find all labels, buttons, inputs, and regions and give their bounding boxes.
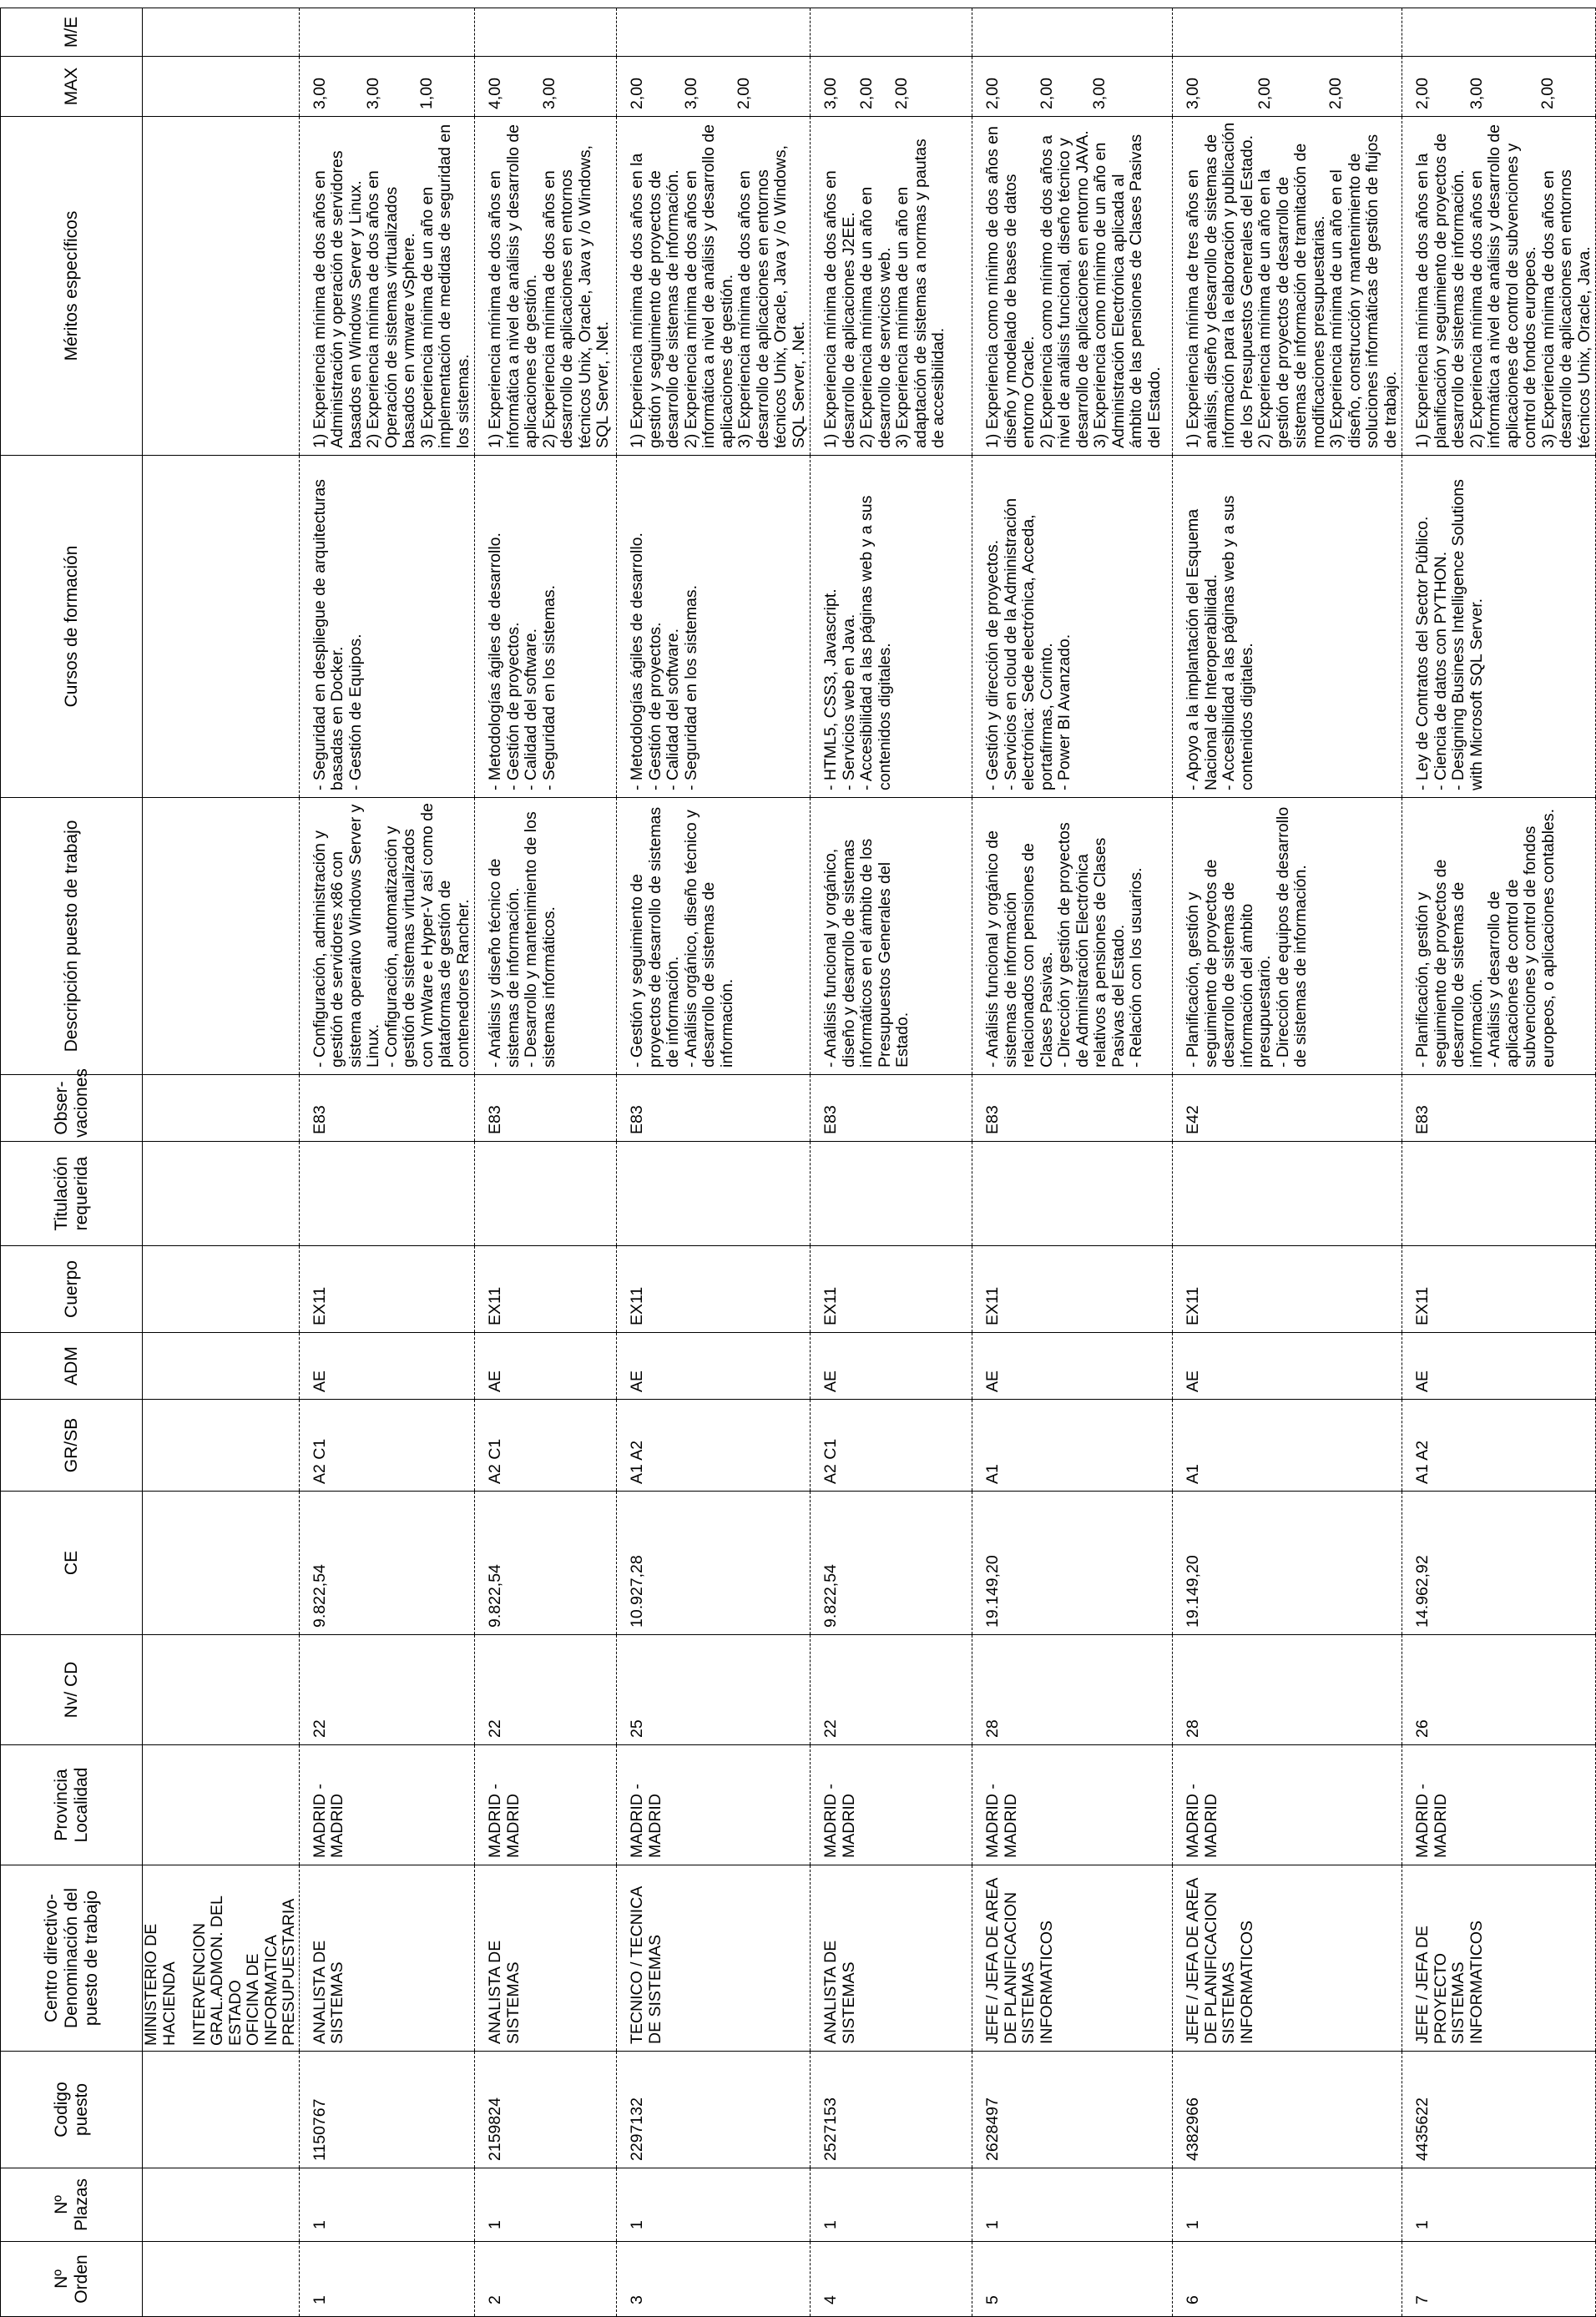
- header-provincia: Provincia Localidad: [1, 1745, 143, 1865]
- adm-cell: AE: [1184, 1370, 1202, 1392]
- header-me: M/E: [1, 8, 143, 57]
- max-value: 2,00: [892, 78, 911, 109]
- merito-item: 1) Experiencia mínima de dos años en Administración y operación de servidores basados en Windows Server y Linux.: [310, 150, 365, 448]
- nivel-cell: 26: [1413, 1719, 1432, 1738]
- titulacion-cell: [972, 1142, 986, 1245]
- merito-item: 1) Experiencia mínima de dos años en informática a nivel de análisis y desarrollo de aplicaciones de gestión.: [486, 124, 540, 448]
- descripcion-cell: - Análisis y diseño técnico de sistemas de información. - Desarrollo y mantenimiento de los sistemas informáticos.: [486, 811, 558, 1068]
- cuerpo-cell: EX11: [1413, 1286, 1432, 1325]
- cuerpo-cell: EX11: [486, 1286, 504, 1325]
- cuerpo-cell: EX11: [628, 1286, 646, 1325]
- codigo-cell: 2159824: [486, 2097, 504, 2161]
- max-value: 2,00: [735, 78, 753, 109]
- orden-cell: 4: [821, 2295, 840, 2304]
- max-cell: [300, 57, 438, 116]
- descripcion-cell: - Análisis funcional y orgánico, diseño y desarrollo de sistemas informáticos en el ámbito de los Presupuestos Generales del Estado.: [821, 838, 912, 1068]
- nivel-cell: 22: [821, 1719, 840, 1738]
- merito-item: 3) Experiencia mínima de un año en el diseño, construcción y mantenimiento de soluciones informáticas de gestión de flujos de trabajo.: [1327, 134, 1400, 448]
- positions-body: [299, 8, 1596, 2317]
- observaciones-cell: E83: [310, 1105, 329, 1134]
- table-row: [1402, 8, 1596, 2317]
- max-value: 3,00: [310, 78, 329, 109]
- puesto-cell: ANALISTA DE SISTEMAS: [310, 1940, 346, 2044]
- plazas-cell: 1: [310, 2220, 329, 2229]
- merito-item: 2) Experiencia mínima de un año en la gestión de proyectos de desarrollo de sistemas de información de tramitación de modificaciones presupuestarias.: [1255, 143, 1328, 448]
- meritos-cell: [1402, 117, 1595, 455]
- table-row: [1173, 8, 1402, 2317]
- grupo-cell: A1: [1184, 1464, 1202, 1484]
- descripcion-cell: - Gestión y seguimiento de proyectos de desarrollo de sistemas de información. - Análisis orgánico, diseño técnico y desarrollo de sistemas de información.: [628, 806, 736, 1068]
- max-cell: [617, 57, 755, 116]
- titulacion-cell: [617, 1142, 630, 1245]
- org-row-oficina: [245, 8, 299, 2317]
- observaciones-cell: E83: [486, 1105, 504, 1134]
- codigo-cell: 4435622: [1413, 2097, 1432, 2161]
- cursos-cell: - Metodologías ágiles de desarrollo. - Gestión de proyectos. - Calidad del software. - Seguridad en los sistemas.: [486, 533, 558, 790]
- puesto-cell: JEFE / JEFA DE AREA DE PLANIFICACION SISTEMAS INFORMATICOS: [1184, 1878, 1256, 2044]
- grupo-cell: A2 C1: [486, 1438, 504, 1484]
- table-row: [972, 8, 1173, 2317]
- header-grupo: GR/SB: [1, 1400, 143, 1492]
- header-adm: ADM: [1, 1333, 143, 1400]
- header-ce: CE: [1, 1492, 143, 1635]
- codigo-cell: 2527153: [821, 2097, 840, 2161]
- cursos-cell: - Metodologías ágiles de desarrollo. - Gestión de proyectos. - Calidad del software. - Seguridad en los sistemas.: [628, 533, 700, 790]
- plazas-cell: 1: [983, 2220, 1002, 2229]
- codigo-cell: 1150767: [310, 2098, 329, 2161]
- merito-item: 3) Experiencia mínima de un año en implementación de medidas de seguridad en los sistemas.: [417, 124, 472, 448]
- max-value: 2,00: [1326, 78, 1345, 109]
- codigo-cell: 2628497: [983, 2097, 1002, 2161]
- merito-item: 1) Experiencia mínima de dos años en la planificación y seguimiento de proyectos de desarrollo de sistemas de información.: [1413, 133, 1467, 448]
- ce-cell: 9.822,54: [486, 1564, 504, 1628]
- org-oficina: OFICINA DE INFORMATICA PRESUPUESTARIA: [244, 1898, 298, 2046]
- grupo-cell: A1: [983, 1464, 1002, 1484]
- me-cell: [972, 8, 1173, 57]
- max-value: 3,00: [539, 78, 558, 109]
- grupo-cell: A1 A2: [1413, 1440, 1432, 1484]
- ce-cell: 9.822,54: [821, 1564, 840, 1628]
- titulacion-cell: [811, 1142, 824, 1245]
- nivel-cell: 28: [1184, 1719, 1202, 1738]
- titulacion-cell: [1173, 1142, 1186, 1245]
- header-plazas: Nº Plazas: [1, 2168, 143, 2242]
- puesto-cell: TECNICO / TECNICA DE SISTEMAS: [628, 1886, 664, 2044]
- provincia-cell: MADRID - MADRID: [983, 1784, 1020, 1858]
- header-row: [1, 8, 143, 2317]
- merito-item: 1) Experiencia mínima de dos años en la gestión y seguimiento de proyectos de desarrollo de sistemas de información.: [628, 153, 682, 448]
- cuerpo-cell: EX11: [983, 1286, 1002, 1325]
- descripcion-cell: - Planificación, gestión y seguimiento de proyectos de desarrollo de sistemas de información del ámbito presupuestario. - Dirección de equipos de desarrollo de sistemas de información.: [1184, 806, 1310, 1068]
- max-value: 2,00: [856, 78, 876, 109]
- me-cell: [811, 8, 972, 57]
- me-cell: [1402, 8, 1596, 57]
- grupo-cell: A2 C1: [821, 1438, 840, 1484]
- cuerpo-cell: EX11: [821, 1286, 840, 1325]
- header-cuerpo: Cuerpo: [1, 1246, 143, 1333]
- me-cell: [475, 8, 617, 57]
- nivel-cell: 22: [486, 1719, 504, 1738]
- observaciones-cell: E83: [821, 1105, 840, 1134]
- adm-cell: AE: [1413, 1370, 1432, 1392]
- ce-cell: 19.149,20: [1184, 1555, 1202, 1628]
- max-value: 4,00: [486, 78, 504, 109]
- provincia-cell: MADRID - MADRID: [628, 1784, 664, 1858]
- plazas-cell: 1: [1184, 2220, 1202, 2229]
- cursos-cell: - Seguridad en despliegue de arquitecturas basadas en Docker. - Gestión de Equipos.: [310, 479, 365, 790]
- meritos-cell: [1173, 117, 1402, 455]
- meritos-cell: [475, 117, 614, 455]
- adm-cell: AE: [310, 1370, 329, 1392]
- merito-item: 3) Experiencia como mínimo de un año en Administración Electrónica aplicada al ámbito de las pensiones de Clases Pasivas del Estado.: [1091, 134, 1164, 448]
- cursos-cell: - Apoyo a la implantación del Esquema Nacional de Interoperabilidad. - Accesibilidad a las páginas web y a sus contenidos digitales.: [1184, 495, 1256, 790]
- puesto-cell: JEFE / JEFA DE AREA DE PLANIFICACION SISTEMAS INFORMATICOS: [983, 1878, 1056, 2044]
- observaciones-cell: E83: [983, 1105, 1002, 1134]
- header-codigo: Codigo puesto: [1, 2052, 143, 2168]
- titulacion-cell: [300, 1142, 313, 1245]
- max-cell: [1173, 57, 1347, 116]
- max-value: 2,00: [983, 78, 1002, 109]
- merito-item: 1) Experiencia mínima de tres años en análisis, diseño y desarrollo de sistemas de información para la elaboración y publicación de los Presupuestos Generales del Estado.: [1184, 122, 1256, 448]
- max-cell: [972, 57, 1111, 116]
- meritos-cell: [811, 117, 950, 455]
- nivel-cell: 22: [310, 1719, 329, 1738]
- adm-cell: AE: [983, 1370, 1002, 1392]
- plazas-cell: 1: [1413, 2220, 1432, 2229]
- provincia-cell: MADRID - MADRID: [821, 1784, 858, 1858]
- max-value: 2,00: [1413, 78, 1432, 109]
- observaciones-cell: E83: [628, 1105, 646, 1134]
- header-max: MAX: [1, 57, 143, 117]
- org-row-ministerio: [143, 8, 179, 2317]
- merito-item: 2) Experiencia mínima de dos años en desarrollo de aplicaciones en entornos técnicos Unix, Oracle, Java y /o Windows, SQL Server, .Net.: [539, 144, 612, 448]
- max-value: 3,00: [681, 78, 700, 109]
- max-value: 3,00: [1467, 78, 1486, 109]
- plazas-cell: 1: [821, 2220, 840, 2229]
- table-row: [475, 8, 617, 2317]
- meritos-cell: [617, 117, 810, 455]
- org-intervencion: INTERVENCION GRAL.ADMON. DEL ESTADO: [189, 1895, 245, 2046]
- max-value: 3,00: [1184, 78, 1202, 109]
- cursos-cell: - HTML5, CSS3, Javascript. - Servicios web en Java. - Accesibilidad a las páginas web y a sus contenidos digitales.: [821, 495, 894, 790]
- orden-cell: 3: [628, 2295, 646, 2304]
- merito-item: 3) Experiencia mínima de un año en adaptación de sistemas a normas y pautas de accesibilidad.: [893, 139, 947, 448]
- max-value: 3,00: [1090, 78, 1109, 109]
- codigo-cell: 4382966: [1184, 2097, 1202, 2161]
- header-cursos: Cursos de formación: [1, 456, 143, 798]
- ce-cell: 19.149,20: [983, 1555, 1002, 1628]
- codigo-cell: 2297132: [628, 2097, 646, 2161]
- merito-item: 2) Experiencia mínima de un año en desarrollo de servicios web.: [857, 186, 894, 448]
- observaciones-cell: E83: [1413, 1105, 1432, 1134]
- descripcion-cell: - Planificación, gestión y seguimiento de proyectos de desarrollo de sistemas de información. - Análisis y desarrollo de aplicaciones de control de subvenciones y control de fondos europeos, o aplicaciones contables.: [1413, 808, 1558, 1068]
- observaciones-cell: E42: [1184, 1105, 1202, 1134]
- max-value: 3,00: [821, 78, 840, 109]
- provincia-cell: MADRID - MADRID: [1413, 1784, 1450, 1858]
- orden-cell: 6: [1184, 2295, 1202, 2304]
- descripcion-cell: - Análisis funcional y orgánico de sistemas de información relacionados con pensiones de Clases Pasivas. - Dirección y gestión de proyectos de Administración Electrónica relativos a pensiones de Clases Pasivas del Estado. - Relación con los usuarios.: [983, 822, 1145, 1068]
- cursos-cell: - Ley de Contratos del Sector Público. - Ciencia de datos con PYTHON. - Designing Business Intelligence Solutions with Microsoft SQL Server.: [1413, 479, 1486, 790]
- merito-item: 3) Experiencia mínima de dos años en desarrollo de aplicaciones en entornos técnicos Unix, Oracle, Java.: [1538, 169, 1593, 448]
- orden-cell: 1: [310, 2295, 329, 2304]
- header-centro: Centro directivo- Denominación del puesto de trabajo: [1, 1865, 143, 2052]
- ce-cell: 14.962,92: [1413, 1555, 1432, 1628]
- rotated-table-wrapper: [0, 8, 1593, 2317]
- ce-cell: 10.927,28: [628, 1555, 646, 1628]
- meritos-cell: [972, 117, 1165, 455]
- nivel-cell: 25: [628, 1719, 646, 1738]
- grupo-cell: A1 A2: [628, 1440, 646, 1484]
- provincia-cell: MADRID - MADRID: [310, 1784, 346, 1858]
- header-nivel: Nv/ CD: [1, 1635, 143, 1745]
- provincia-cell: MADRID - MADRID: [486, 1784, 523, 1858]
- max-value: 3,00: [364, 78, 382, 109]
- job-positions-table: [0, 8, 1596, 2317]
- max-cell: [475, 57, 560, 116]
- max-value: 2,00: [1538, 78, 1557, 109]
- orden-cell: 2: [486, 2295, 504, 2304]
- header-titulacion: Titulación requerida: [1, 1142, 143, 1246]
- merito-item: 2) Experiencia mínima de dos años en informática a nivel de análisis y desarrollo de aplicaciones de gestión.: [681, 124, 736, 448]
- orden-cell: 5: [983, 2295, 1002, 2304]
- max-value: 1,00: [417, 78, 436, 109]
- header-meritos: Méritos específicos: [1, 117, 143, 456]
- provincia-cell: MADRID - MADRID: [1184, 1784, 1220, 1858]
- header-orden: Nº Orden: [1, 2242, 143, 2317]
- cursos-cell: - Gestión y dirección de proyectos. - Servicios en cloud de la Administración electrónica: Sede electrónica, Acceda, portafirmas, Corinto. - Power BI Avanzado.: [983, 497, 1073, 790]
- cuerpo-cell: EX11: [1184, 1286, 1202, 1325]
- adm-cell: AE: [821, 1370, 840, 1392]
- plazas-cell: 1: [628, 2220, 646, 2229]
- grupo-cell: A2 C1: [310, 1438, 329, 1484]
- descripcion-cell: - Configuración, administración y gestión de servidores x86 con sistema operativo Windows Server y Linux. - Configuración, automatización y gestión de sistemas virtualizados con VmWare e Hyper-V así como de plataformas de gestión de contenedores Rancher.: [310, 803, 472, 1068]
- me-cell: [1173, 8, 1402, 57]
- puesto-cell: JEFE / JEFA DE PROYECTO SISTEMAS INFORMATICOS: [1413, 1920, 1486, 2044]
- merito-item: 2) Experiencia mínima de dos años en informática a nivel de análisis y desarrollo de aplicaciones de control de subvenciones y control de fondos europeos.: [1467, 124, 1539, 448]
- max-value: 2,00: [1255, 78, 1274, 109]
- header-observaciones: Obser- vaciones: [1, 1075, 143, 1142]
- merito-item: 2) Experiencia como mínimo de dos años a nivel de análisis funcional, diseño técnico y desarrollo de aplicaciones en entorno JAVA.: [1037, 130, 1092, 448]
- max-cell: [811, 57, 913, 116]
- merito-item: 2) Experiencia mínima de dos años en Operación de sistemas virtualizados basados en vmware vSphere.: [364, 170, 418, 448]
- merito-item: 1) Experiencia como mínimo de dos años en diseño y modelado de bases de datos entorno Oracle.: [983, 126, 1038, 448]
- max-cell: [1402, 57, 1559, 116]
- orden-cell: 7: [1413, 2295, 1432, 2304]
- titulacion-cell: [475, 1142, 488, 1245]
- me-cell: [617, 8, 811, 57]
- ce-cell: 9.822,54: [310, 1564, 329, 1628]
- adm-cell: AE: [486, 1370, 504, 1392]
- meritos-cell: [300, 117, 475, 455]
- table-row: [617, 8, 811, 2317]
- adm-cell: AE: [628, 1370, 646, 1392]
- table-row: [299, 8, 475, 2317]
- puesto-cell: ANALISTA DE SISTEMAS: [821, 1940, 858, 2044]
- merito-item: 3) Experiencia mínima de dos años en desarrollo de aplicaciones en entornos técnicos Unix, Oracle, Java y /o Windows, SQL Server, .Net.: [735, 144, 808, 448]
- titulacion-cell: [1402, 1142, 1416, 1245]
- plazas-cell: 1: [486, 2220, 504, 2229]
- max-value: 2,00: [1037, 78, 1056, 109]
- max-value: 2,00: [628, 78, 646, 109]
- nivel-cell: 28: [983, 1719, 1002, 1738]
- org-row-intervencion: [179, 8, 245, 2317]
- cuerpo-cell: EX11: [310, 1286, 329, 1325]
- org-ministerio: MINISTERIO DE HACIENDA: [142, 1923, 179, 2046]
- merito-item: 1) Experiencia mínima de dos años en desarrollo de aplicaciones J2EE.: [821, 170, 858, 448]
- me-cell: [299, 8, 475, 57]
- puesto-cell: ANALISTA DE SISTEMAS: [486, 1940, 523, 2044]
- table-row: [811, 8, 972, 2317]
- header-descripcion: Descripción puesto de trabajo: [1, 798, 143, 1075]
